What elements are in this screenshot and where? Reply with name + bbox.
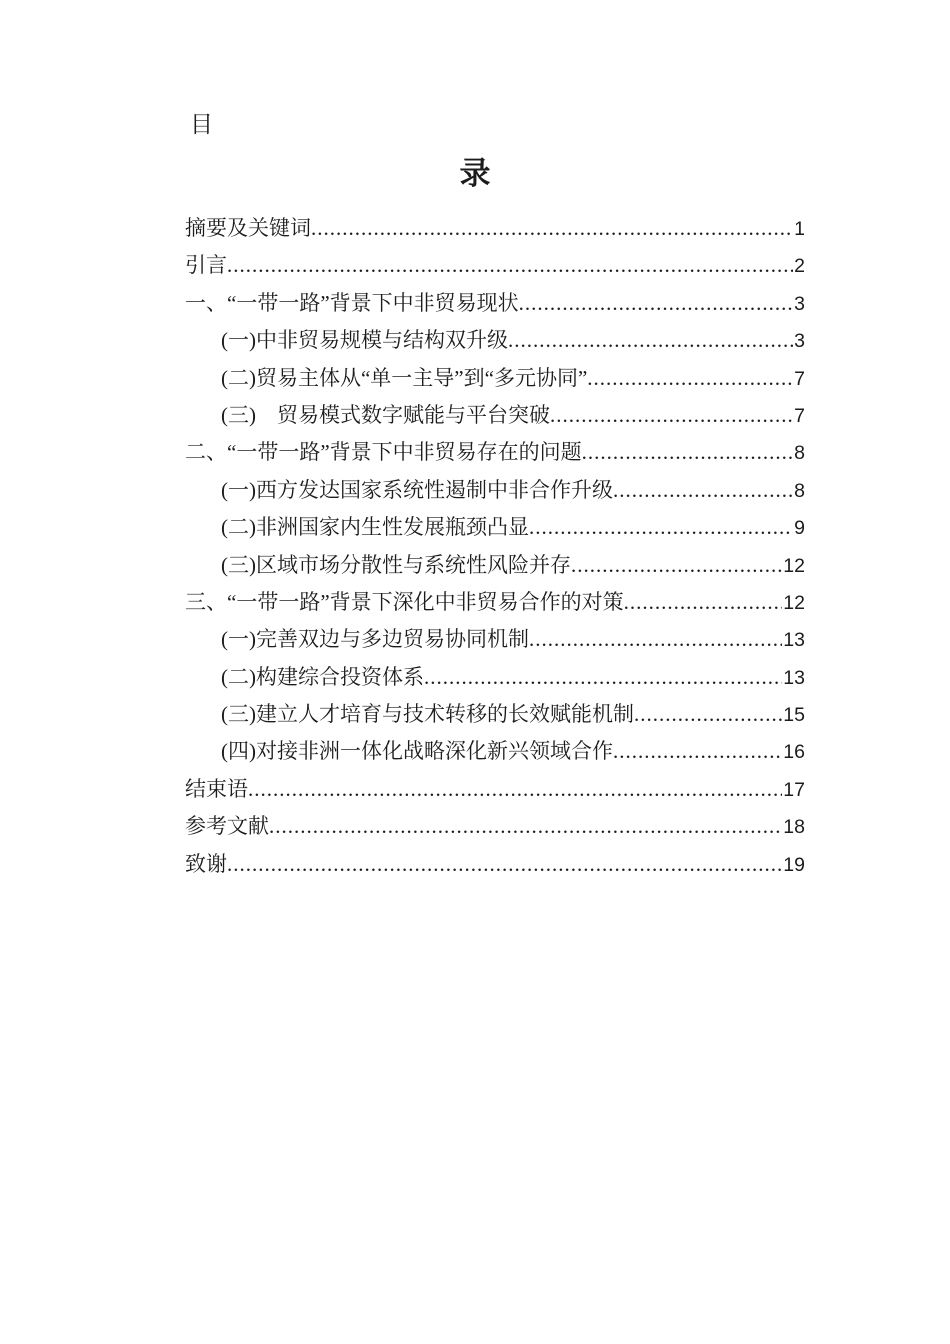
dot-leader	[529, 509, 793, 546]
toc-entry[interactable]	[185, 472, 805, 509]
dot-leader	[624, 584, 783, 621]
toc-entry-page-number: 15	[783, 704, 805, 727]
toc-entry-label: (二)构建综合投资体系	[221, 664, 424, 689]
dot-leader	[613, 733, 782, 770]
toc-entry-page-number: 1	[794, 218, 805, 240]
toc-entry[interactable]	[185, 247, 805, 284]
dot-leader	[571, 547, 782, 584]
toc-entry-label: 致谢	[185, 851, 227, 876]
dot-leader	[587, 360, 793, 397]
toc-entry-label: (一)中非贸易规模与结构双升级	[221, 328, 508, 353]
toc-entry-page-number: 13	[783, 666, 805, 689]
toc-entry[interactable]	[185, 434, 805, 471]
toc-entry-page-number: 12	[783, 554, 805, 577]
toc-entry-page-number: 18	[783, 816, 805, 839]
dot-leader	[634, 696, 782, 733]
toc-entry-label: 结束语	[185, 776, 248, 801]
toc-entry[interactable]	[185, 733, 805, 770]
dot-leader	[311, 210, 793, 247]
toc-entry-label: 引言	[185, 253, 227, 278]
toc-entry[interactable]	[185, 659, 805, 696]
toc-entry-page-number: 8	[794, 479, 805, 502]
toc-entry[interactable]	[185, 846, 805, 883]
dot-leader	[508, 322, 793, 359]
toc-entry-label: 三、“一带一路”背景下深化中非贸易合作的对策	[185, 589, 624, 614]
toc-entry-page-number: 3	[794, 330, 805, 353]
toc-entry[interactable]	[185, 696, 805, 733]
toc-entry-label: 摘要及关键词	[185, 216, 311, 240]
toc-entry-label: 二、“一带一路”背景下中非贸易存在的问题	[185, 440, 582, 465]
toc-entry-label: (一)完善双边与多边贸易协同机制	[221, 627, 529, 652]
dot-leader	[248, 771, 782, 808]
toc-entry-label: (三) 贸易模式数字赋能与平台突破	[221, 402, 550, 427]
dot-leader	[529, 621, 782, 658]
dot-leader	[582, 434, 794, 471]
toc-entry-page-number: 19	[783, 853, 805, 876]
toc-entry[interactable]	[185, 771, 805, 808]
toc-entry-page-number: 16	[783, 741, 805, 764]
toc-entry[interactable]	[185, 547, 805, 584]
toc-entry-label: (二)非洲国家内生性发展瓶颈凸显	[221, 515, 529, 540]
toc-list	[185, 210, 805, 883]
toc-entry-label: (三)区域市场分散性与系统性风险并存	[221, 552, 571, 577]
toc-entry[interactable]	[185, 621, 805, 658]
toc-entry-page-number: 3	[794, 292, 805, 315]
toc-title-left: 目	[190, 112, 213, 137]
toc-entry[interactable]	[185, 285, 805, 322]
toc-entry[interactable]	[185, 210, 805, 247]
dot-leader	[227, 846, 782, 883]
toc-title-center: 录	[459, 156, 491, 191]
toc-entry[interactable]	[185, 397, 805, 434]
toc-entry-page-number: 2	[794, 255, 805, 278]
toc-entry[interactable]	[185, 584, 805, 621]
toc-entry-label: (一)西方发达国家系统性遏制中非合作升级	[221, 477, 613, 502]
toc-entry[interactable]	[185, 509, 805, 546]
toc-entry-page-number: 12	[783, 591, 805, 614]
toc-entry-label: (四)对接非洲一体化战略深化新兴领域合作	[221, 739, 613, 764]
toc-entry-label: (三)建立人才培育与技术转移的长效赋能机制	[221, 702, 634, 727]
toc-entry-label: 一、“一带一路”背景下中非贸易现状	[185, 290, 519, 315]
dot-leader	[424, 659, 782, 696]
toc-entry[interactable]	[185, 360, 805, 397]
toc-entry-page-number: 7	[794, 404, 805, 427]
dot-leader	[519, 285, 794, 322]
toc-entry-page-number: 9	[794, 517, 805, 540]
toc-entry-page-number: 8	[794, 442, 805, 465]
toc-entry[interactable]	[185, 322, 805, 359]
toc-entry[interactable]	[185, 808, 805, 845]
toc-entry-page-number: 7	[794, 367, 805, 390]
dot-leader	[227, 247, 793, 284]
dot-leader	[269, 808, 782, 845]
toc-entry-page-number: 17	[783, 778, 805, 801]
toc-entry-label: 参考文献	[185, 814, 269, 839]
dot-leader	[613, 472, 793, 509]
dot-leader	[550, 397, 793, 434]
toc-entry-page-number: 13	[783, 629, 805, 652]
toc-entry-label: (二)贸易主体从“单一主导”到“多元协同”	[221, 365, 588, 390]
